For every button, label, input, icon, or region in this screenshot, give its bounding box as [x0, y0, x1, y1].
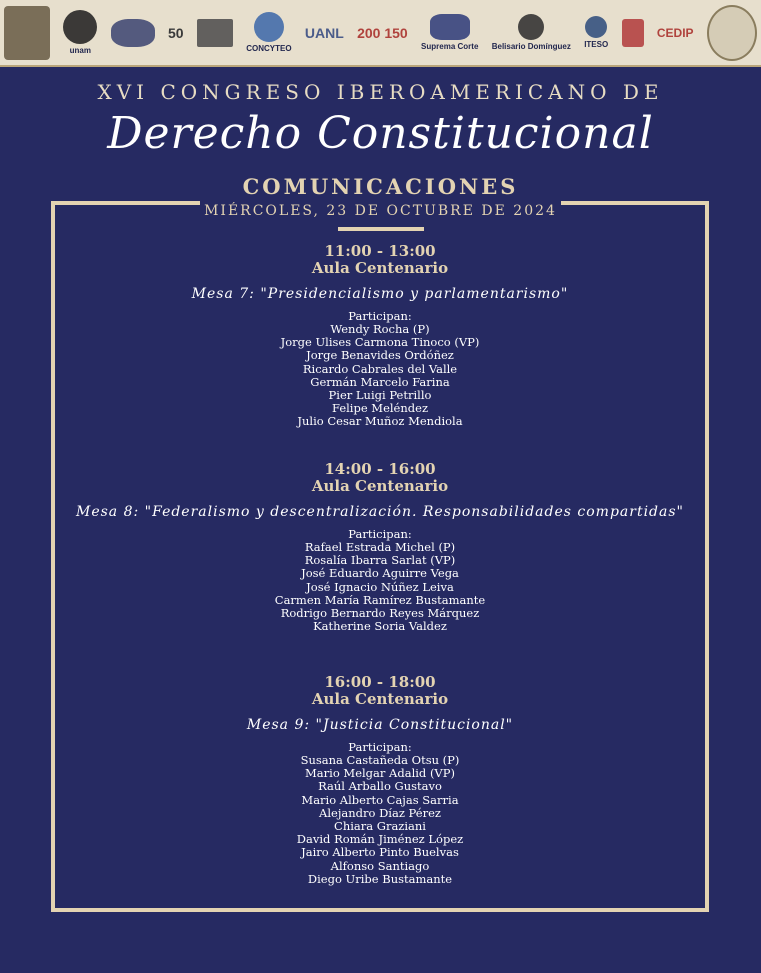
universidad-panamericana-logo: [622, 3, 644, 63]
fifty-years-logo: 50: [167, 24, 184, 41]
participant: Rosalía Ibarra Sarlat (VP): [304, 553, 456, 568]
session-room: Aula Centenario: [311, 690, 449, 708]
concyteo-logo: CONCYTEO: [246, 3, 291, 63]
participant: Germán Marcelo Farina: [310, 374, 450, 389]
section-title: COMUNICACIONES: [242, 174, 519, 199]
instituto-belisario-dominguez-logo: Belisario Domínguez: [492, 3, 571, 63]
participants-label: Participan:: [348, 527, 412, 541]
anniversary-logo: 200 150: [357, 24, 408, 41]
circular-emblem-logo: [111, 3, 155, 63]
participant: José Eduardo Aguirre Vega: [301, 566, 459, 581]
iteso-logo: ITESO: [584, 3, 608, 63]
participants-list: [51, 323, 709, 429]
participant: Jorge Ulises Carmona Tinoco (VP): [280, 335, 480, 350]
congress-title: XVI CONGRESO IBEROAMERICANO DE: [97, 80, 664, 104]
unam-seal-logo: [707, 3, 757, 63]
participants-list: [51, 754, 709, 886]
participant: Jairo Alberto Pinto Buelvas: [301, 845, 459, 860]
participant: Ricardo Cabrales del Valle: [302, 361, 458, 376]
participant: Jorge Benavides Ordóñez: [306, 348, 454, 363]
participant: Diego Uribe Bustamante: [307, 871, 453, 886]
sponsor-logo-bar: [0, 0, 761, 67]
participant: Rodrigo Bernardo Reyes Márquez: [280, 606, 480, 621]
session-block: [51, 674, 709, 886]
section-header: [200, 174, 561, 235]
participant: José Ignacio Núñez Leiva: [306, 579, 454, 594]
session-room: Aula Centenario: [311, 477, 449, 495]
institute-building-logo: [197, 3, 233, 63]
participant: David Román Jiménez López: [296, 832, 464, 847]
participant: Katherine Soria Valdez: [313, 619, 447, 634]
participant: Rafael Estrada Michel (P): [304, 540, 456, 554]
session-room: Aula Centenario: [311, 259, 449, 277]
participant: Mario Alberto Cajas Sarria: [301, 792, 459, 807]
session-block: [51, 461, 709, 633]
cedip-logo: CEDIP: [656, 25, 694, 40]
header-divider: [338, 227, 424, 231]
participant: Wendy Rocha (P): [330, 322, 430, 336]
participant: Chiara Graziani: [334, 819, 426, 834]
participants-label: Participan:: [348, 740, 412, 754]
session-mesa-title: Mesa 8: "Federalismo y descentralización. Responsabilidades compartidas": [76, 504, 684, 520]
session-time: 11:00 - 13:00: [324, 242, 436, 260]
participant: Susana Castañeda Otsu (P): [300, 753, 460, 767]
session-mesa-title: Mesa 7: "Presidencialismo y parlamentarismo": [191, 286, 569, 302]
participant: Pier Luigi Petrillo: [328, 388, 432, 403]
suprema-corte-logo: Suprema Corte: [421, 3, 478, 63]
participant: Julio Cesar Muñoz Mendiola: [297, 414, 463, 429]
participants-label: Participan:: [348, 309, 412, 323]
congress-subtitle: Derecho Constitucional: [107, 108, 654, 159]
participant: Mario Melgar Adalid (VP): [305, 766, 455, 781]
session-time: 14:00 - 16:00: [324, 460, 436, 478]
participant: Alfonso Santiago: [330, 858, 430, 873]
participant: Felipe Meléndez: [331, 401, 429, 416]
participant: Carmen María Ramírez Bustamante: [274, 592, 486, 607]
session-time: 16:00 - 18:00: [324, 673, 436, 691]
session-mesa-title: Mesa 9: "Justicia Constitucional": [246, 717, 514, 733]
uanl-logo: UANL: [304, 24, 344, 41]
participant: Raúl Arballo Gustavo: [318, 779, 442, 794]
event-date: MIÉRCOLES, 23 DE OCTUBRE DE 2024: [204, 203, 557, 219]
session-block: [51, 243, 709, 429]
iij-unam-logo: unam: [63, 3, 97, 63]
participants-list: [51, 541, 709, 633]
unam-escudo-logo: [4, 3, 50, 63]
participant: Alejandro Díaz Pérez: [319, 805, 441, 820]
